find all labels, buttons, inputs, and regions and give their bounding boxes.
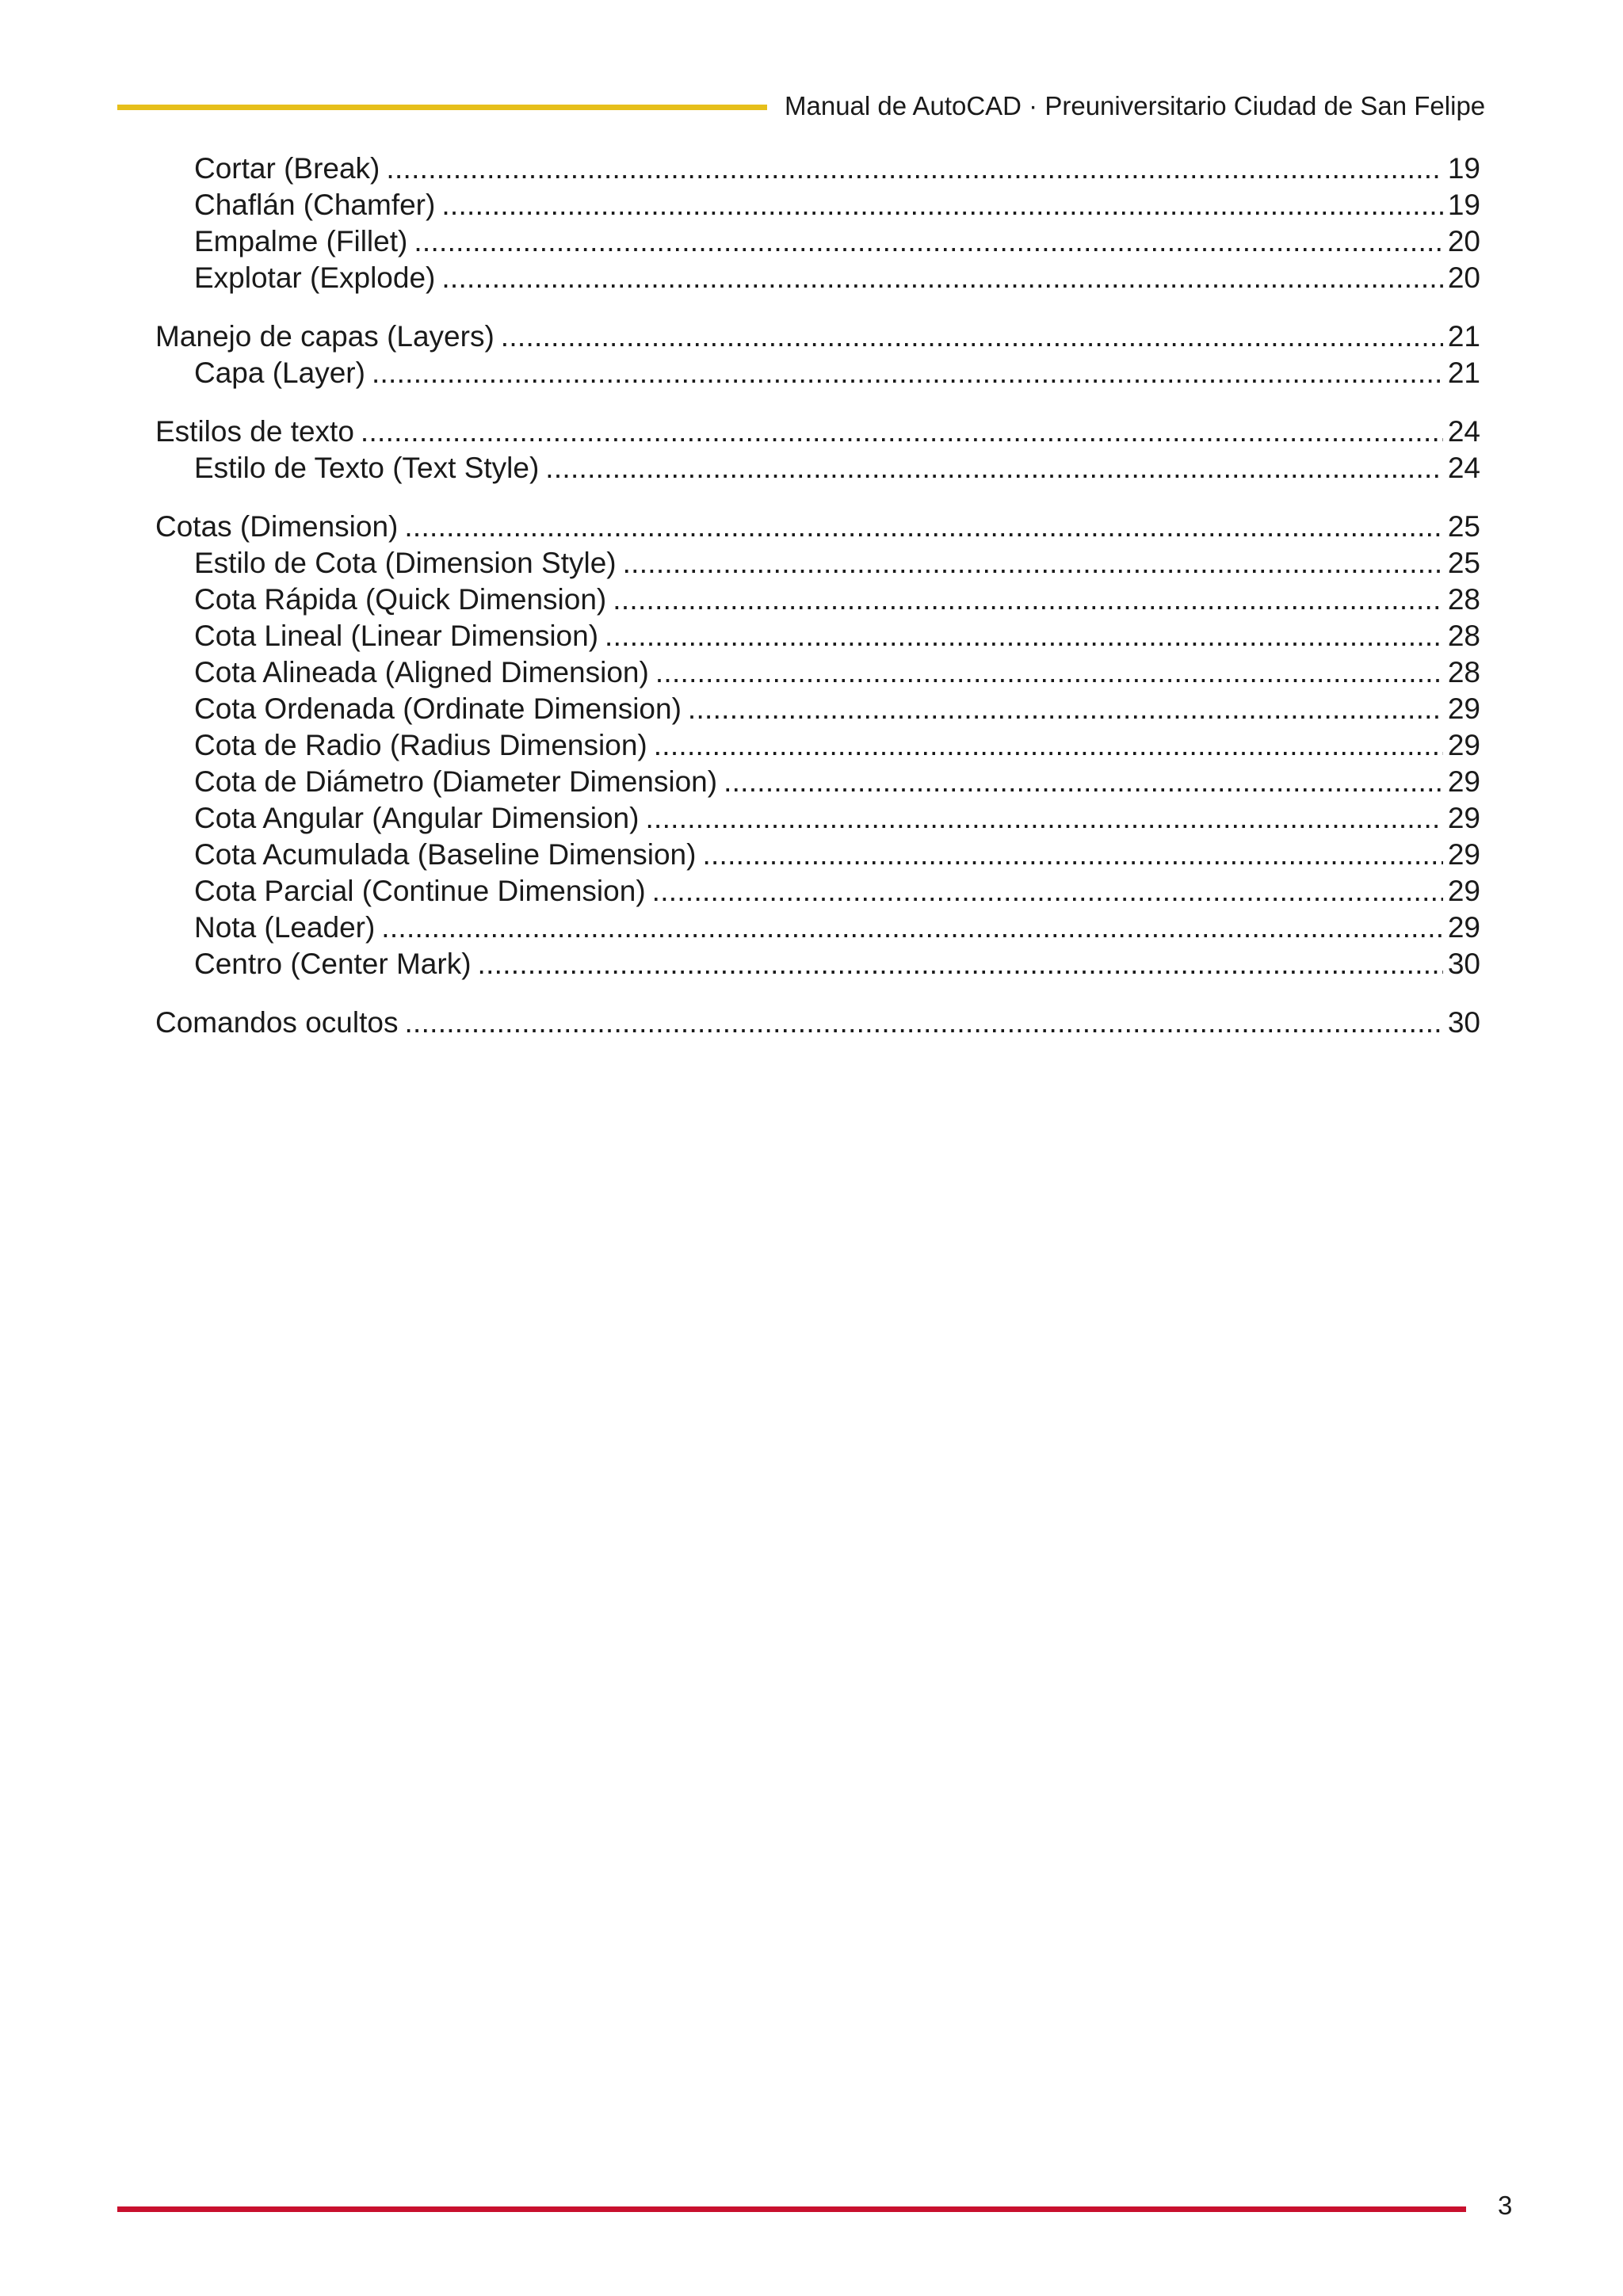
toc-entry-page: 25 — [1447, 510, 1480, 543]
toc-entry-label: Manejo de capas (Layers) — [155, 320, 495, 353]
toc-entry[interactable] — [155, 187, 1480, 223]
toc-entry-page: 29 — [1447, 765, 1480, 798]
toc-entry[interactable] — [155, 545, 1480, 582]
toc-entry-label: Cota Angular (Angular Dimension) — [194, 802, 640, 834]
toc-dot-leader — [372, 355, 1443, 391]
toc-dot-leader — [652, 873, 1443, 910]
toc-entry[interactable] — [155, 654, 1480, 691]
toc-entry-label: Cotas (Dimension) — [155, 510, 399, 543]
toc-entry-page: 20 — [1447, 225, 1480, 257]
toc-entry[interactable] — [155, 223, 1480, 260]
footer-rule — [117, 2206, 1466, 2212]
toc-entry-page: 29 — [1447, 875, 1480, 907]
running-header-title: Manual de AutoCAD · Preuniversitario Ciudad de San Felipe — [785, 91, 1486, 120]
toc-dot-leader — [501, 318, 1443, 355]
toc-dot-leader — [645, 800, 1442, 837]
toc-entry[interactable] — [155, 260, 1480, 296]
toc-entry-page: 29 — [1447, 729, 1480, 761]
toc-entry[interactable] — [155, 800, 1480, 837]
toc-dot-leader — [381, 910, 1443, 946]
toc-entry-label: Cortar (Break) — [194, 152, 380, 185]
toc-entry[interactable] — [155, 727, 1480, 764]
toc-entry-page: 29 — [1447, 838, 1480, 871]
toc-dot-leader — [404, 1005, 1442, 1041]
toc-entry-page: 29 — [1447, 911, 1480, 944]
toc-entry-page: 20 — [1447, 261, 1480, 294]
toc-entry-label: Centro (Center Mark) — [194, 948, 472, 980]
toc-dot-leader — [361, 414, 1443, 450]
toc-entry-page: 24 — [1447, 452, 1480, 484]
toc-dot-leader — [404, 509, 1442, 545]
toc-dot-leader — [688, 691, 1443, 727]
toc-dot-leader — [654, 727, 1443, 764]
toc-entry-page: 25 — [1447, 547, 1480, 579]
toc-entry-page: 30 — [1447, 1006, 1480, 1039]
toc-entry-page: 21 — [1447, 320, 1480, 353]
toc-entry-label: Estilo de Texto (Text Style) — [194, 452, 540, 484]
toc-entry-label: Cota Ordenada (Ordinate Dimension) — [194, 692, 682, 725]
table-of-contents — [155, 151, 1480, 1041]
toc-entry-label: Explotar (Explode) — [194, 261, 436, 294]
toc-entry-page: 19 — [1447, 189, 1480, 221]
toc-entry-page: 29 — [1447, 692, 1480, 725]
toc-dot-leader — [623, 545, 1443, 582]
toc-entry[interactable] — [155, 355, 1480, 391]
toc-entry-label: Estilo de Cota (Dimension Style) — [194, 547, 617, 579]
toc-entry[interactable] — [155, 618, 1480, 654]
toc-dot-leader — [702, 837, 1442, 873]
toc-entry-page: 28 — [1447, 583, 1480, 616]
toc-entry-page: 28 — [1447, 656, 1480, 688]
toc-entry-label: Cota Parcial (Continue Dimension) — [194, 875, 646, 907]
toc-entry-page: 30 — [1447, 948, 1480, 980]
toc-entry-page: 21 — [1447, 357, 1480, 389]
toc-entry[interactable] — [155, 582, 1480, 618]
toc-entry-label: Cota de Radio (Radius Dimension) — [194, 729, 647, 761]
toc-entry-label: Cota de Diámetro (Diameter Dimension) — [194, 765, 718, 798]
toc-entry[interactable] — [155, 764, 1480, 800]
header-rule — [117, 105, 767, 110]
toc-entry-label: Cota Rápida (Quick Dimension) — [194, 583, 607, 616]
toc-entry[interactable] — [155, 509, 1480, 545]
toc-entry[interactable] — [155, 837, 1480, 873]
toc-entry-label: Cota Acumulada (Baseline Dimension) — [194, 838, 697, 871]
toc-dot-leader — [386, 151, 1442, 187]
toc-dot-leader — [441, 187, 1443, 223]
toc-dot-leader — [605, 618, 1443, 654]
toc-dot-leader — [478, 946, 1443, 982]
toc-entry-label: Cota Lineal (Linear Dimension) — [194, 620, 599, 652]
toc-entry[interactable] — [155, 318, 1480, 355]
toc-entry-label: Chaflán (Chamfer) — [194, 189, 436, 221]
toc-entry-page: 29 — [1447, 802, 1480, 834]
toc-entry[interactable] — [155, 691, 1480, 727]
toc-entry[interactable] — [155, 450, 1480, 486]
toc-entry-page: 19 — [1447, 152, 1480, 185]
toc-entry-label: Capa (Layer) — [194, 357, 365, 389]
toc-entry[interactable] — [155, 151, 1480, 187]
toc-entry[interactable] — [155, 946, 1480, 982]
toc-dot-leader — [655, 654, 1443, 691]
toc-entry-label: Comandos ocultos — [155, 1006, 399, 1039]
toc-entry[interactable] — [155, 873, 1480, 910]
toc-entry-page: 28 — [1447, 620, 1480, 652]
toc-entry-label: Estilos de texto — [155, 415, 354, 448]
toc-dot-leader — [545, 450, 1443, 486]
toc-entry[interactable] — [155, 414, 1480, 450]
toc-entry[interactable] — [155, 910, 1480, 946]
toc-entry[interactable] — [155, 1005, 1480, 1041]
toc-entry-label: Nota (Leader) — [194, 911, 376, 944]
page-number: 3 — [1498, 2191, 1513, 2220]
toc-dot-leader — [724, 764, 1443, 800]
toc-dot-leader — [414, 223, 1443, 260]
toc-dot-leader — [613, 582, 1443, 618]
toc-dot-leader — [441, 260, 1442, 296]
toc-entry-page: 24 — [1447, 415, 1480, 448]
toc-entry-label: Empalme (Fillet) — [194, 225, 408, 257]
toc-entry-label: Cota Alineada (Aligned Dimension) — [194, 656, 649, 688]
